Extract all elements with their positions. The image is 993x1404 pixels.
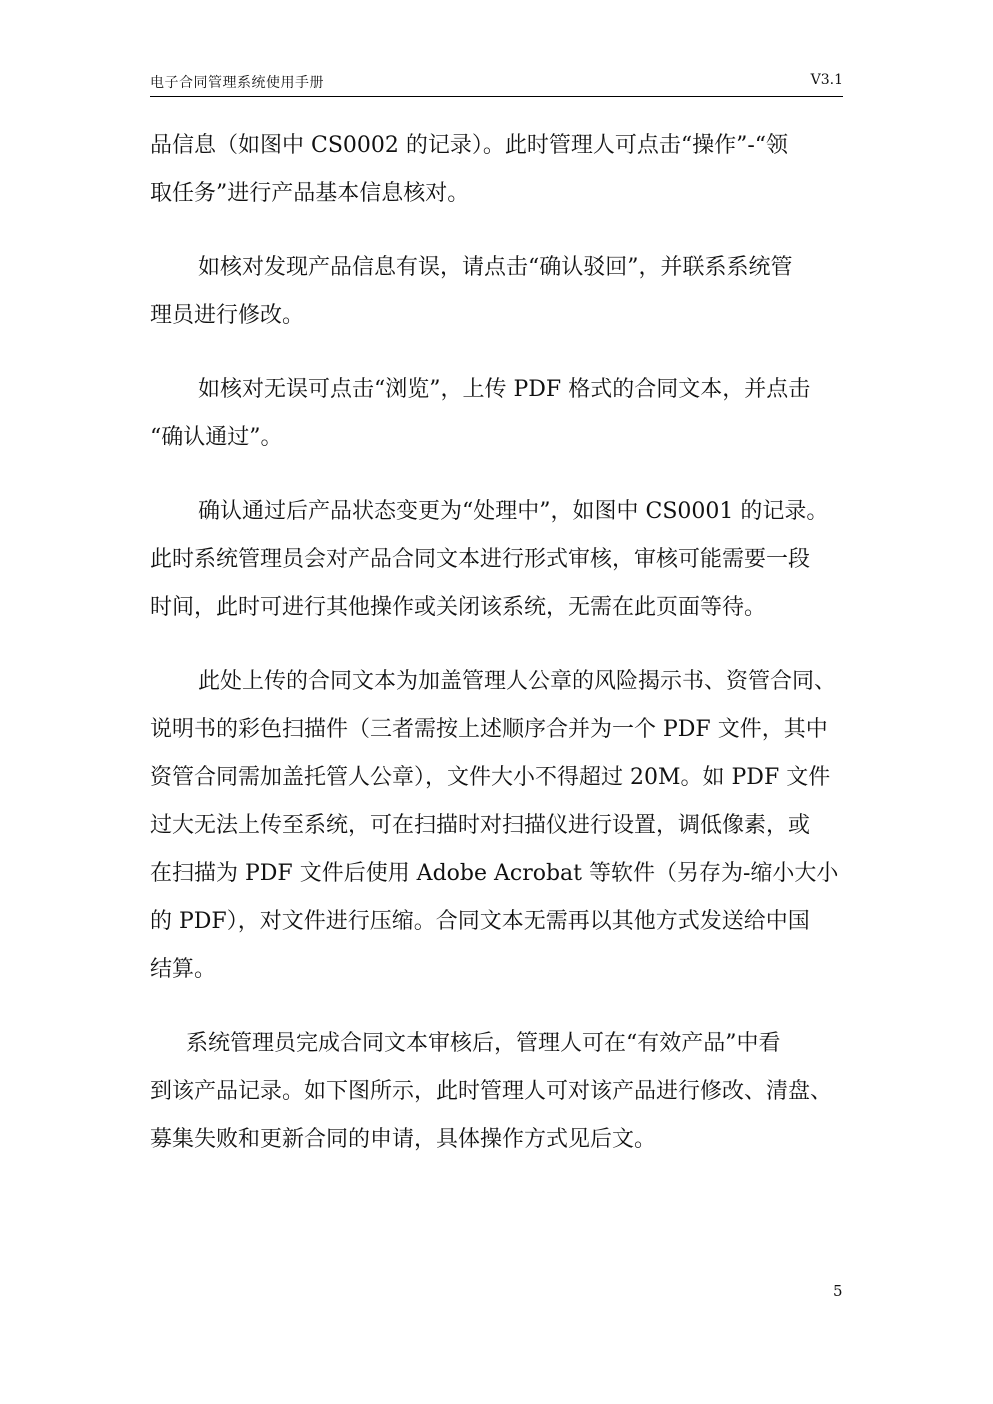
text-line: “确认通过”。 bbox=[150, 425, 283, 450]
text-line: 结算。 bbox=[150, 957, 217, 982]
header-version: V3.1 bbox=[810, 72, 843, 88]
text-line: 资管合同需加盖托管人公章），文件大小不得超过 20M。如 PDF 文件 bbox=[150, 765, 831, 790]
text-line: 在扫描为 PDF 文件后使用 Adobe Acrobat 等软件（另存为-缩小大小 bbox=[150, 861, 839, 886]
text-line: 理员进行修改。 bbox=[150, 303, 305, 328]
text-line: 说明书的彩色扫描件（三者需按上述顺序合并为一个 PDF 文件，其中 bbox=[150, 717, 828, 742]
paragraph bbox=[150, 1020, 843, 1164]
text-line: 此时系统管理员会对产品合同文本进行形式审核，审核可能需要一段 bbox=[150, 547, 811, 572]
text-line: 如核对发现产品信息有误，请点击“确认驳回”，并联系系统管 bbox=[198, 255, 793, 280]
paragraph bbox=[150, 244, 843, 340]
paragraph bbox=[150, 488, 843, 632]
text-line: 取任务”进行产品基本信息核对。 bbox=[150, 181, 470, 206]
page-header bbox=[150, 66, 843, 97]
text-line: 如核对无误可点击“浏览”，上传 PDF 格式的合同文本，并点击 bbox=[198, 377, 811, 402]
text-line: 到该产品记录。如下图所示，此时管理人可对该产品进行修改、清盘、 bbox=[150, 1079, 833, 1104]
text-line: 过大无法上传至系统，可在扫描时对扫描仪进行设置，调低像素，或 bbox=[150, 813, 811, 838]
text-line: 时间，此时可进行其他操作或关闭该系统，无需在此页面等待。 bbox=[150, 595, 767, 620]
text-line: 募集失败和更新合同的申请，具体操作方式见后文。 bbox=[150, 1127, 657, 1152]
paragraph bbox=[150, 122, 843, 218]
text-line: 的 PDF），对文件进行压缩。合同文本无需再以其他方式发送给中国 bbox=[150, 909, 810, 934]
text-line: 确认通过后产品状态变更为“处理中”，如图中 CS0001 的记录。 bbox=[198, 499, 829, 524]
paragraph bbox=[150, 366, 843, 462]
page-number: 5 bbox=[833, 1282, 843, 1300]
header-title: 电子合同管理系统使用手册 bbox=[150, 75, 324, 91]
text-line: 此处上传的合同文本为加盖管理人公章的风险揭示书、资管合同、 bbox=[198, 669, 837, 694]
text-line: 品信息（如图中 CS0002 的记录）。此时管理人可点击“操作”-“领 bbox=[150, 133, 789, 158]
body-content bbox=[150, 122, 843, 1190]
paragraph bbox=[150, 658, 843, 994]
text-line: 系统管理员完成合同文本审核后，管理人可在“有效产品”中看 bbox=[186, 1031, 781, 1056]
